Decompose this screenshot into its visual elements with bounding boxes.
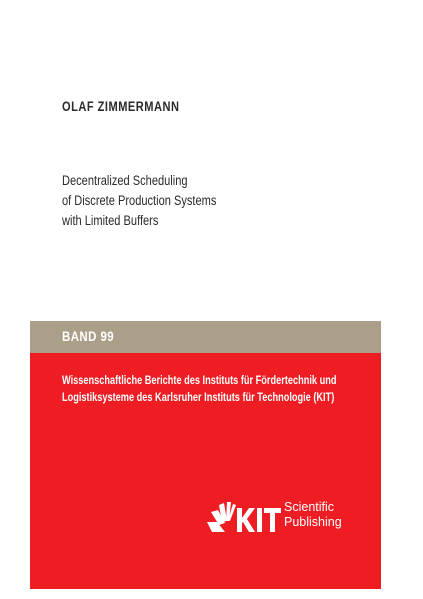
publisher-name (284, 500, 342, 530)
author-name: OLAF ZIMMERMANN (62, 99, 180, 114)
band-number: BAND 99 (62, 329, 115, 344)
title-line-1: Decentralized Scheduling (62, 173, 188, 188)
band-bar (30, 321, 381, 353)
series-line-1: Wissenschaftliche Berichte des Instituts für Fördertechnik und (62, 375, 337, 387)
publisher-line-2: Publishing (284, 515, 342, 529)
title-line-3: with Limited Buffers (62, 213, 159, 228)
title-line-2: of Discrete Production Systems (62, 193, 217, 208)
kit-logo-icon (207, 499, 293, 533)
book-title (62, 171, 216, 231)
series-block (30, 353, 381, 589)
series-line-2: Logistiksysteme des Karlsruher Instituts für Technologie (KIT) (62, 392, 335, 404)
publisher-line-1: Scientific (284, 500, 335, 514)
series-title (62, 373, 336, 407)
